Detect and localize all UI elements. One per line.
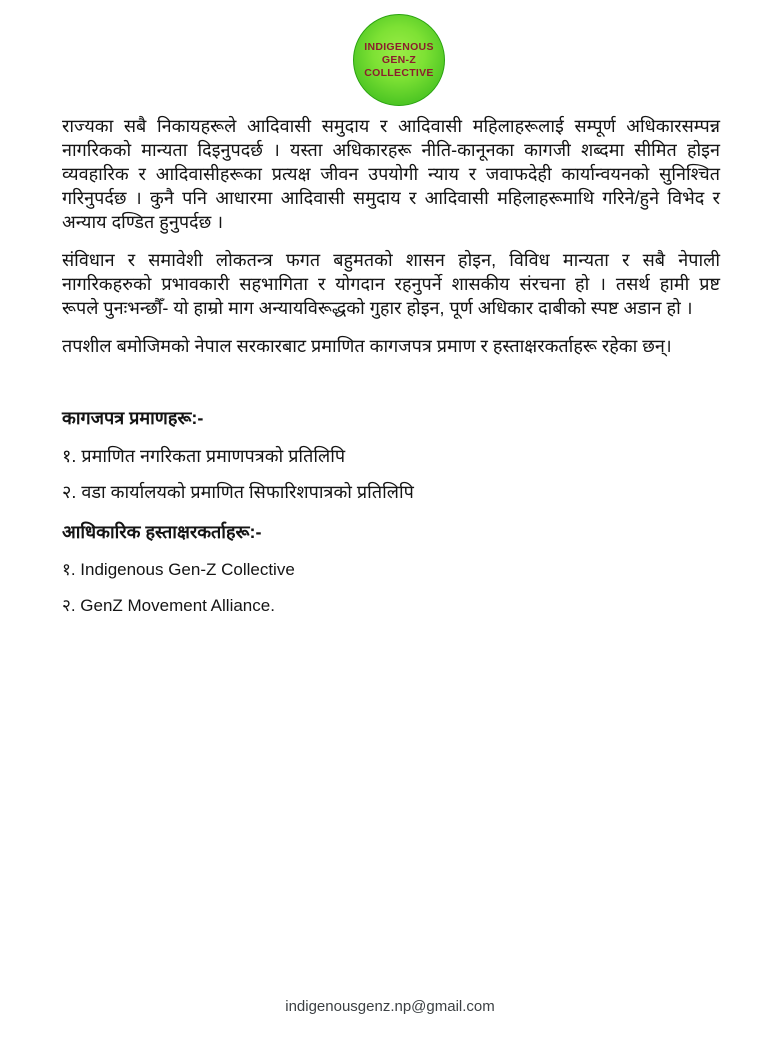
paragraph-line: राज्यका सबै निकायहरूले आदिवासी समुदाय र आदिवासी महिलाहरूलाई सम्पूर्ण अधिकारसम्पन्न bbox=[62, 116, 720, 136]
paragraph-attachments-note bbox=[62, 334, 720, 358]
paragraph-constitution bbox=[62, 248, 720, 320]
footer-email: indigenousgenz.np@gmail.com bbox=[285, 998, 495, 1015]
logo-line-2: GEN-Z bbox=[381, 54, 417, 66]
paragraph-line: नागरिकहरुको प्रभावकारी सहभागिता र योगदान रहनुपर्ने शासकीय संरचना हो । तसर्थ हामी प्रष्ट bbox=[62, 274, 720, 294]
document-list-item-1: १. प्रमाणित नगरिकता प्रमाणपत्रको प्रतिलिपि bbox=[62, 446, 346, 466]
logo-line-3: COLLECTIVE bbox=[364, 67, 434, 79]
paragraph-line: तपशील बमोजिमको नेपाल सरकारबाट प्रमाणित कागजपत्र प्रमाण र हस्ताक्षरकर्ताहरू रहेका छन्। bbox=[62, 336, 672, 356]
paragraph-line: रूपले पुनःभन्छौँ- यो हाम्रो माग अन्यायविरूद्धको गुहार होइन, पूर्ण अधिकार दाबीको स्पष्ट अडान हो । bbox=[62, 298, 693, 318]
document-list-item-2: २. वडा कार्यालयको प्रमाणित सिफारिशपात्रको प्रतिलिपि bbox=[62, 482, 414, 502]
document-page bbox=[0, 14, 780, 1038]
paragraph-rights bbox=[62, 114, 720, 234]
paragraph-line: नागरिकको मान्यता दिइनुपदर्छ । यस्ता अधिकारहरू नीति-कानूनका कागजी शब्दमा सीमित होइन bbox=[62, 140, 720, 160]
signatory-list-item-1: १. Indigenous Gen-Z Collective bbox=[62, 560, 295, 579]
signatories-section bbox=[62, 520, 720, 618]
paragraph-line: संविधान र समावेशी लोकतन्त्र फगत बहुमतको शासन होइन, विविध मान्यता र सबै नेपाली bbox=[62, 250, 720, 270]
paragraph-line: गरिनुपर्दछ । कुनै पनि आधारमा आदिवासी समुदाय र आदिवासी महिलाहरूमाथि गरिने/हुने विभेद र bbox=[62, 188, 720, 208]
paragraph-line: अन्याय दण्डित हुनुपर्दछ । bbox=[62, 212, 224, 232]
document-body bbox=[62, 114, 720, 618]
signatory-list-item-2: २. GenZ Movement Alliance. bbox=[62, 596, 275, 615]
documents-section-heading: कागजपत्र प्रमाणहरू:- bbox=[62, 408, 204, 428]
indigenous-genz-collective-logo bbox=[353, 14, 445, 106]
documents-section bbox=[62, 406, 720, 504]
signatories-section-heading: आधिकारिक हस्ताक्षरकर्ताहरू:- bbox=[62, 522, 262, 542]
logo-line-1: INDIGENOUS bbox=[364, 41, 434, 53]
paragraph-line: व्यवहारिक र आदिवासीहरूका प्रत्यक्ष जीवन उपयोगी न्याय र जवाफदेही कार्यान्वयनको सुनिश्चित bbox=[62, 164, 720, 184]
